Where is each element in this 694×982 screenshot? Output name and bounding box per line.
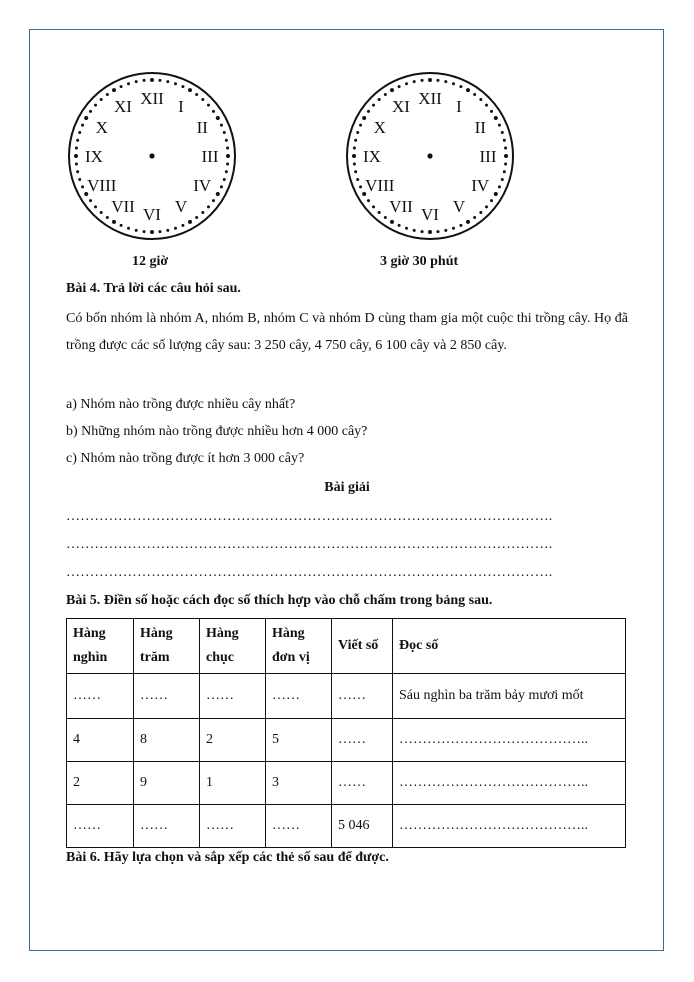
clock-center-dot	[427, 153, 432, 158]
minute-dot	[166, 229, 169, 232]
answer-line[interactable]: ………………………………………………………………………………………….	[66, 565, 553, 580]
minute-dot	[479, 98, 482, 101]
clock-numeral: IV	[471, 176, 490, 195]
header-doc-so: Đọc số	[393, 619, 626, 674]
minute-dot	[120, 85, 123, 88]
clock-numeral: VII	[389, 197, 413, 217]
minute-dot	[428, 230, 432, 234]
clock-numeral: X	[373, 118, 386, 137]
header-hang-chuc: Hàng chục	[200, 619, 266, 674]
bai4-question-a: a) Nhóm nào trồng được nhiều cây nhất?	[66, 397, 296, 412]
clock-numeral: VI	[143, 205, 161, 224]
clock-numeral: VIII	[87, 176, 117, 195]
table-cell[interactable]: …………………………………..	[393, 762, 626, 805]
table-cell[interactable]: ……	[266, 805, 332, 848]
minute-dot	[220, 124, 223, 127]
minute-dot	[216, 116, 220, 120]
minute-dot	[352, 154, 356, 158]
minute-dot	[494, 192, 498, 196]
minute-dot	[135, 229, 138, 232]
minute-dot	[501, 178, 504, 181]
minute-dot	[405, 227, 408, 230]
table-cell: 2	[200, 719, 266, 762]
minute-dot	[195, 216, 198, 219]
minute-dot	[367, 110, 370, 113]
minute-dot	[216, 192, 220, 196]
minute-dot	[485, 205, 488, 208]
minute-dot	[94, 104, 97, 107]
minute-dot	[501, 131, 504, 134]
clock-numeral: IX	[85, 147, 103, 166]
minute-dot	[112, 88, 116, 92]
table-cell: 5 046	[332, 805, 393, 848]
solution-title: Bài giải	[324, 480, 370, 495]
minute-dot	[436, 230, 439, 233]
table-cell: 2	[67, 762, 134, 805]
minute-dot	[444, 229, 447, 232]
minute-dot	[212, 199, 215, 202]
minute-dot	[195, 93, 198, 96]
minute-dot	[473, 216, 476, 219]
minute-dot	[494, 116, 498, 120]
minute-dot	[174, 227, 177, 230]
clock-numeral: XII	[140, 89, 164, 108]
table-row	[67, 719, 626, 762]
table-cell: 3	[266, 762, 332, 805]
minute-dot	[498, 185, 501, 188]
minute-dot	[226, 162, 229, 165]
minute-dot	[127, 82, 130, 85]
clock-numeral: XII	[418, 89, 442, 108]
minute-dot	[452, 227, 455, 230]
table-cell: 9	[134, 762, 200, 805]
table-cell[interactable]: …………………………………..	[393, 719, 626, 762]
minute-dot	[413, 229, 416, 232]
minute-dot	[362, 116, 366, 120]
table-cell: Sáu nghìn ba trăm bảy mươi mốt	[393, 674, 626, 719]
clock-caption-left: 12 giờ	[132, 254, 169, 269]
minute-dot	[158, 230, 161, 233]
clock-numeral: IV	[193, 176, 212, 195]
bai4-title: Bài 4. Trả lời các câu hỏi sau.	[66, 281, 241, 296]
minute-dot	[150, 230, 154, 234]
clock-12-oclock	[66, 70, 238, 242]
minute-dot	[353, 147, 356, 150]
minute-dot	[174, 82, 177, 85]
minute-dot	[81, 185, 84, 188]
table-cell[interactable]: ……	[332, 719, 393, 762]
minute-dot	[490, 199, 493, 202]
table-header-row	[67, 619, 626, 674]
minute-dot	[413, 80, 416, 83]
minute-dot	[225, 170, 228, 173]
table-cell[interactable]: ……	[332, 674, 393, 719]
minute-dot	[384, 93, 387, 96]
minute-dot	[359, 185, 362, 188]
clock-numeral: V	[174, 197, 188, 217]
minute-dot	[421, 230, 424, 233]
minute-dot	[466, 220, 470, 224]
minute-dot	[503, 139, 506, 142]
minute-dot	[398, 224, 401, 227]
minute-dot	[166, 80, 169, 83]
minute-dot	[421, 79, 424, 82]
minute-dot	[112, 220, 116, 224]
minute-dot	[354, 139, 357, 142]
place-value-table	[66, 618, 626, 848]
minute-dot	[390, 88, 394, 92]
header-hang-tram: Hàng trăm	[134, 619, 200, 674]
clock-numeral: IX	[363, 147, 381, 166]
minute-dot	[188, 88, 192, 92]
minute-dot	[485, 104, 488, 107]
table-cell[interactable]: ……	[266, 674, 332, 719]
table-cell: 4	[67, 719, 134, 762]
clock-numeral: I	[456, 96, 462, 116]
clock-caption-right: 3 giờ 30 phút	[380, 254, 459, 269]
table-cell[interactable]: ……	[134, 805, 200, 848]
minute-dot	[78, 131, 81, 134]
minute-dot	[367, 199, 370, 202]
clock-numeral: X	[95, 118, 108, 137]
minute-dot	[444, 80, 447, 83]
minute-dot	[143, 230, 146, 233]
minute-dot	[473, 93, 476, 96]
minute-dot	[106, 93, 109, 96]
minute-dot	[504, 162, 507, 165]
minute-dot	[135, 80, 138, 83]
minute-dot	[398, 85, 401, 88]
minute-dot	[384, 216, 387, 219]
table-row	[67, 805, 626, 848]
table-row	[67, 762, 626, 805]
minute-dot	[94, 205, 97, 208]
header-hang-nghin: Hàng nghìn	[67, 619, 134, 674]
minute-dot	[353, 162, 356, 165]
table-cell[interactable]: ……	[200, 805, 266, 848]
minute-dot	[220, 185, 223, 188]
minute-dot	[356, 178, 359, 181]
minute-dot	[459, 224, 462, 227]
bai4-question-c: c) Nhóm nào trồng được ít hơn 3 000 cây?	[66, 451, 305, 466]
clock-numeral: VI	[421, 205, 439, 224]
minute-dot	[504, 154, 508, 158]
clock-3-30	[344, 70, 516, 242]
bai4-question-b: b) Những nhóm nào trồng được nhiều hơn 4 000 cây?	[66, 424, 368, 439]
table-cell[interactable]: ……	[200, 674, 266, 719]
minute-dot	[74, 154, 78, 158]
table-cell[interactable]: ……	[332, 762, 393, 805]
minute-dot	[223, 178, 226, 181]
clock-numeral: I	[178, 96, 184, 116]
minute-dot	[127, 227, 130, 230]
minute-dot	[466, 88, 470, 92]
minute-dot	[201, 98, 204, 101]
minute-dot	[436, 79, 439, 82]
minute-dot	[212, 110, 215, 113]
table-cell: 5	[266, 719, 332, 762]
clock-center-dot	[149, 153, 154, 158]
minute-dot	[78, 178, 81, 181]
minute-dot	[504, 147, 507, 150]
table-cell[interactable]: ……	[67, 805, 134, 848]
minute-dot	[100, 98, 103, 101]
minute-dot	[106, 216, 109, 219]
minute-dot	[143, 79, 146, 82]
minute-dot	[89, 110, 92, 113]
minute-dot	[452, 82, 455, 85]
clock-numeral: VII	[111, 197, 135, 217]
minute-dot	[479, 211, 482, 214]
minute-dot	[75, 147, 78, 150]
minute-dot	[201, 211, 204, 214]
minute-dot	[120, 224, 123, 227]
minute-dot	[158, 79, 161, 82]
bai4-intro: Có bốn nhóm là nhóm A, nhóm B, nhóm C và nhóm D cùng tham gia một cuộc thi trồng cây. Họ đã trồng được các số lượng cây sau: 3 250 cây, 4 750 cây, 6 100 cây và 2 850 cây.	[66, 311, 628, 353]
clock-numeral: III	[479, 147, 497, 166]
minute-dot	[84, 116, 88, 120]
minute-dot	[81, 124, 84, 127]
header-hang-don-vi: Hàng đơn vị	[266, 619, 332, 674]
table-cell[interactable]: ……	[134, 674, 200, 719]
minute-dot	[390, 220, 394, 224]
minute-dot	[100, 211, 103, 214]
clock-numeral: V	[452, 197, 466, 217]
clock-numeral: III	[201, 147, 219, 166]
clock-numeral: XI	[392, 96, 410, 116]
clock-numeral: VIII	[365, 176, 395, 195]
minute-dot	[207, 205, 210, 208]
minute-dot	[459, 85, 462, 88]
minute-dot	[207, 104, 210, 107]
bai6-title: Bài 6. Hãy lựa chọn và sắp xếp các thẻ số sau để được.	[66, 850, 389, 865]
clock-numeral: II	[196, 118, 208, 137]
minute-dot	[378, 98, 381, 101]
bai5-title: Bài 5. Điền số hoặc cách đọc số thích hợp vào chỗ chấm trong bảng sau.	[66, 593, 493, 608]
table-cell[interactable]: ……	[67, 674, 134, 719]
minute-dot	[405, 82, 408, 85]
minute-dot	[226, 154, 230, 158]
minute-dot	[89, 199, 92, 202]
minute-dot	[359, 124, 362, 127]
minute-dot	[150, 78, 154, 82]
minute-dot	[225, 139, 228, 142]
answer-line[interactable]: ………………………………………………………………………………………….	[66, 537, 553, 552]
minute-dot	[372, 205, 375, 208]
answer-line[interactable]: ………………………………………………………………………………………….	[66, 509, 553, 524]
minute-dot	[378, 211, 381, 214]
minute-dot	[372, 104, 375, 107]
clock-numeral: XI	[114, 96, 132, 116]
minute-dot	[181, 85, 184, 88]
table-cell[interactable]: …………………………………..	[393, 805, 626, 848]
minute-dot	[76, 170, 79, 173]
table-row	[67, 674, 626, 719]
minute-dot	[498, 124, 501, 127]
header-viet-so: Viết số	[332, 619, 393, 674]
minute-dot	[181, 224, 184, 227]
minute-dot	[354, 170, 357, 173]
minute-dot	[356, 131, 359, 134]
minute-dot	[490, 110, 493, 113]
minute-dot	[226, 147, 229, 150]
table-cell: 8	[134, 719, 200, 762]
minute-dot	[428, 78, 432, 82]
clock-numeral: II	[474, 118, 486, 137]
table-cell: 1	[200, 762, 266, 805]
minute-dot	[76, 139, 79, 142]
minute-dot	[188, 220, 192, 224]
minute-dot	[503, 170, 506, 173]
minute-dot	[75, 162, 78, 165]
minute-dot	[223, 131, 226, 134]
